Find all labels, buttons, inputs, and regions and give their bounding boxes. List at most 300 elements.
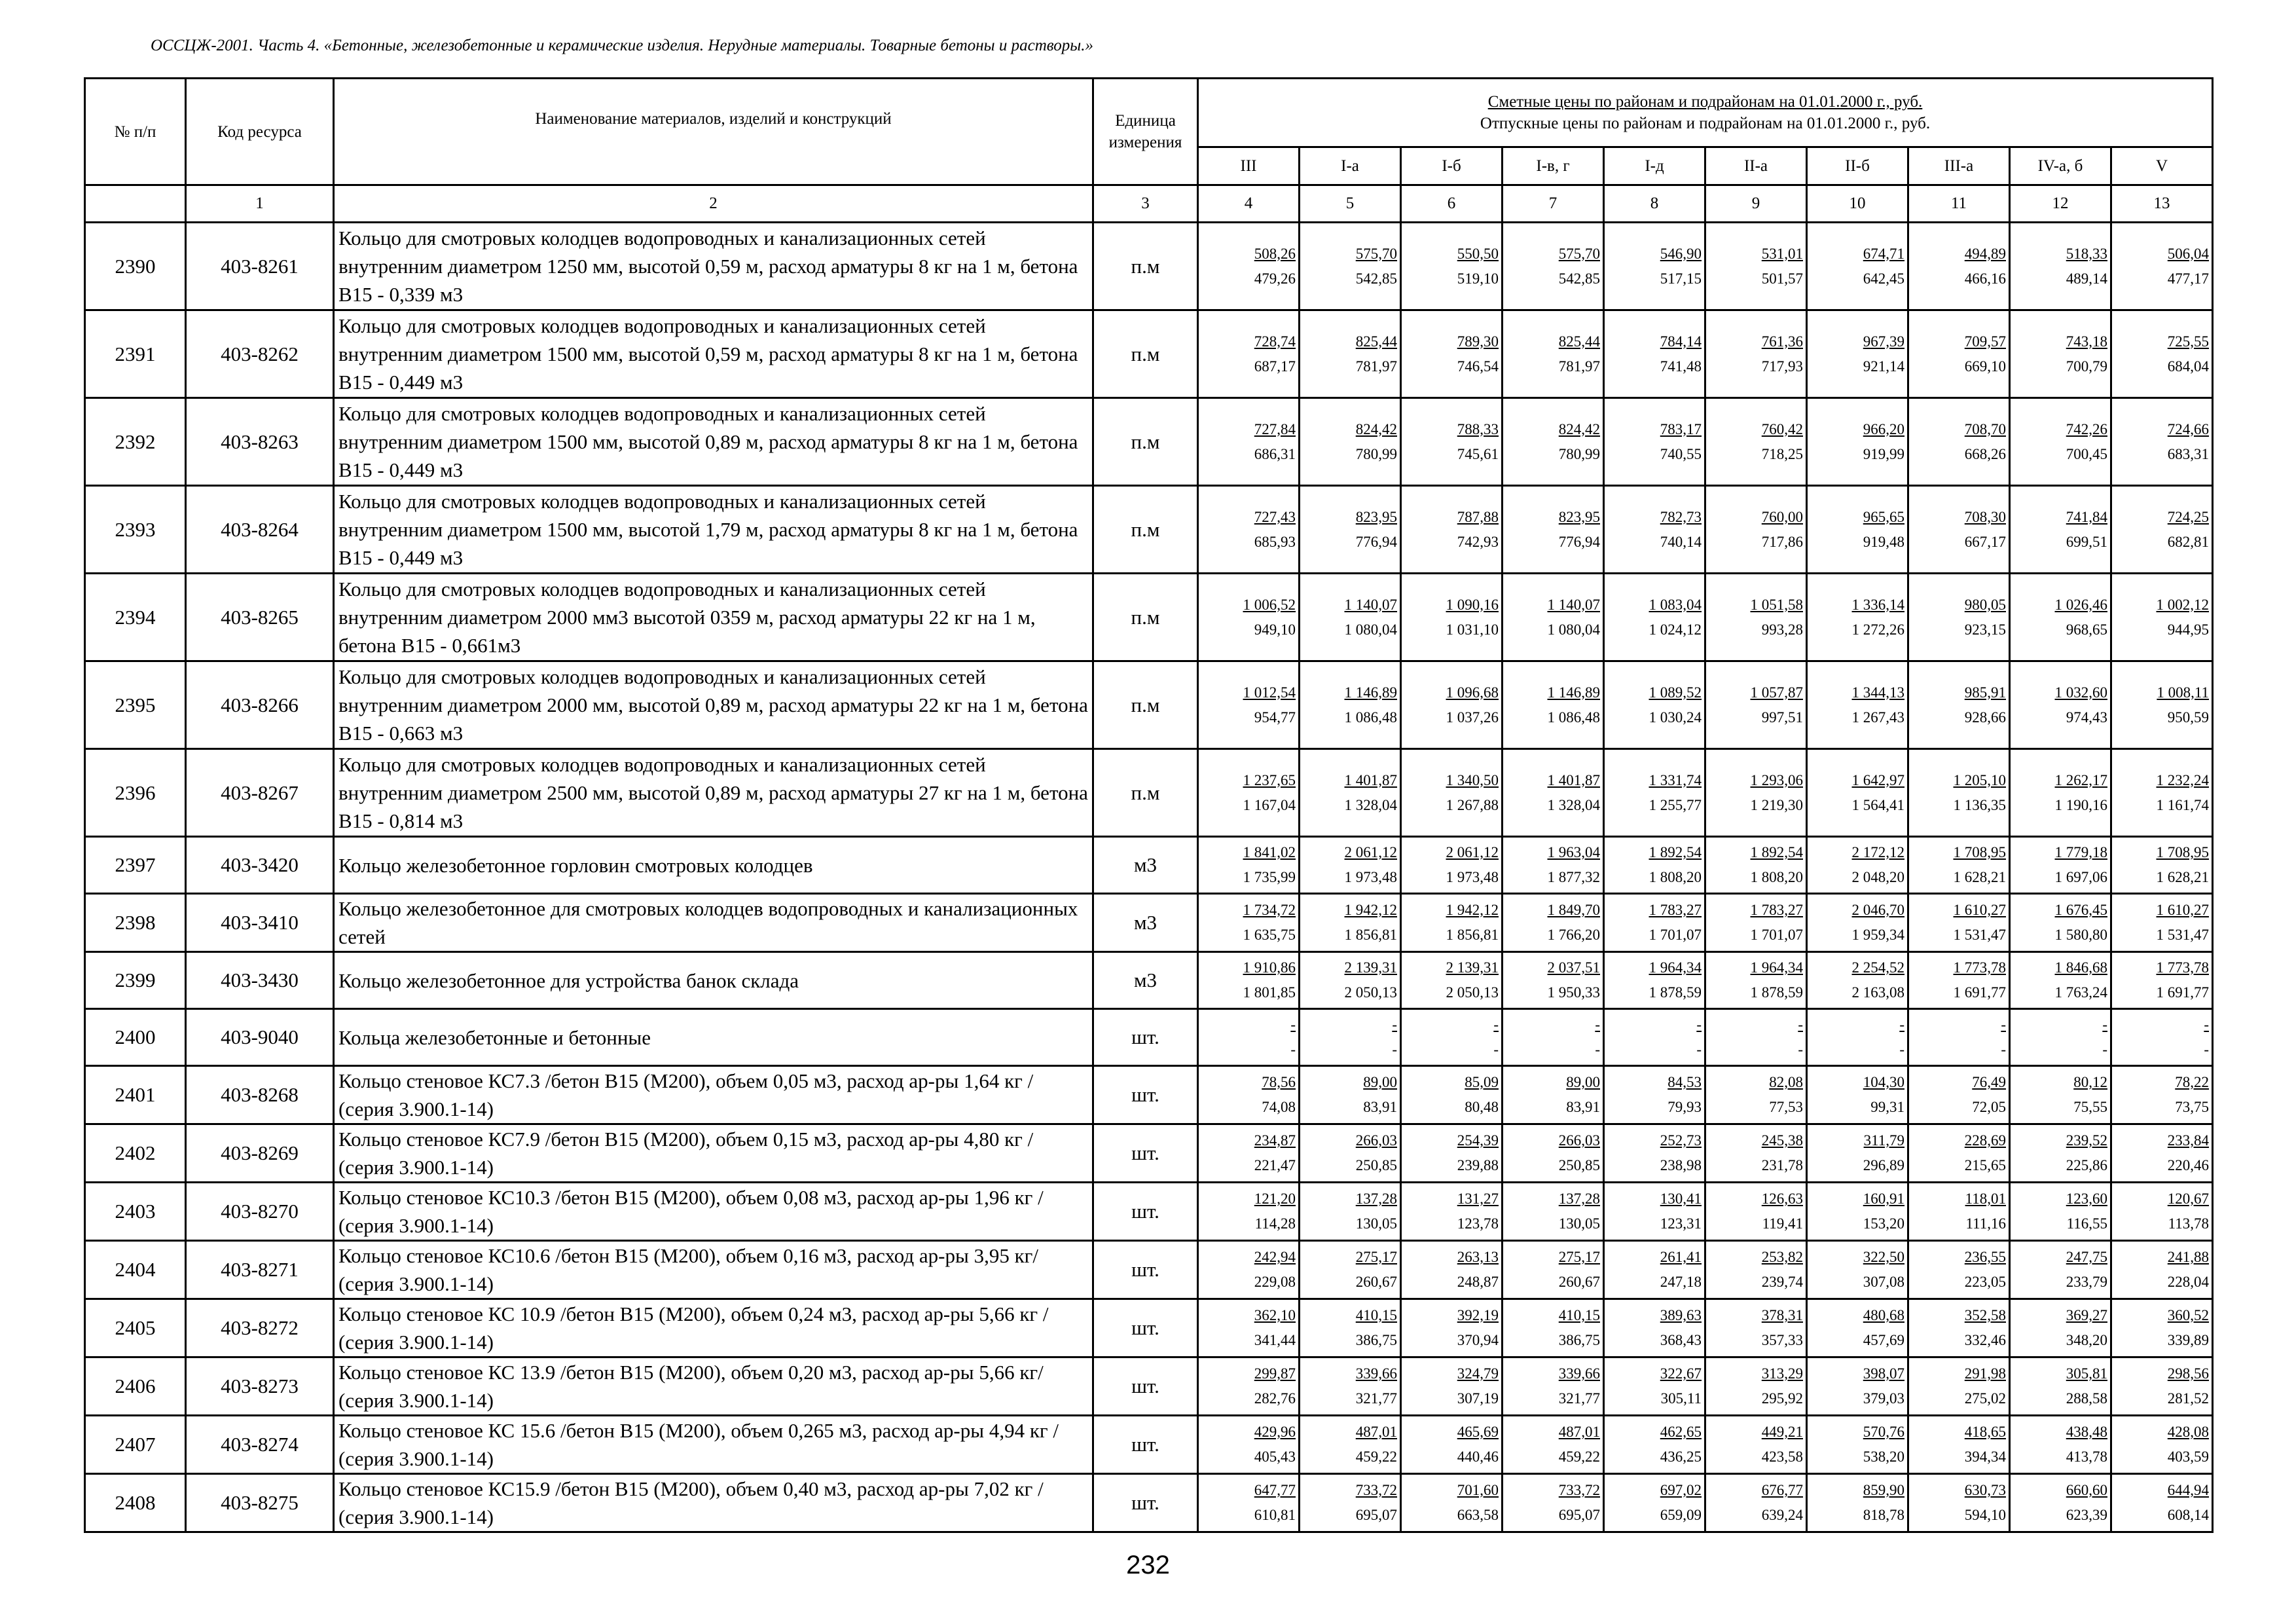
resource-code: 403-8262 (186, 310, 334, 398)
price-cell (1604, 661, 1705, 749)
release-price: 781,97 (1355, 358, 1397, 375)
release-price: 1 580,80 (2054, 927, 2107, 943)
estimated-price: 378,31 (1761, 1307, 1803, 1323)
release-price: 740,55 (1660, 445, 1702, 462)
release-price: 1 161,74 (2156, 796, 2210, 813)
estimated-price: 708,30 (1964, 508, 2006, 525)
estimated-price: - (2001, 1016, 2006, 1033)
price-cell (1604, 1124, 1705, 1183)
unit: п.м (1093, 749, 1198, 837)
release-price: 288,58 (2066, 1390, 2107, 1407)
release-price: 501,57 (1761, 270, 1803, 287)
price-cell (1908, 574, 2010, 661)
price-cell (1503, 952, 1604, 1009)
estimated-price: 724,66 (2167, 420, 2210, 437)
release-price: 1 564,41 (1851, 796, 1904, 813)
release-price: 123,78 (1457, 1215, 1499, 1232)
release-price: - (2102, 1041, 2107, 1058)
release-price: 99,31 (1870, 1099, 1904, 1115)
price-cell (2111, 486, 2213, 574)
estimated-price: 487,01 (1558, 1424, 1600, 1440)
price-cell (1908, 1241, 2010, 1299)
release-price: 130,05 (1355, 1215, 1397, 1232)
release-price: 667,17 (1964, 533, 2006, 550)
estimated-price: 788,33 (1457, 420, 1499, 437)
estimated-price: 1 012,54 (1243, 684, 1296, 701)
release-price: 1 080,04 (1547, 621, 1600, 638)
release-price: 1 697,06 (2054, 869, 2107, 885)
release-price: 423,58 (1761, 1449, 1803, 1465)
estimated-price: 825,44 (1355, 333, 1397, 350)
estimated-price: 1 734,72 (1243, 902, 1296, 918)
estimated-price: 697,02 (1660, 1482, 1702, 1498)
release-price: 459,22 (1355, 1449, 1397, 1465)
row-number: 2408 (85, 1474, 186, 1532)
release-price: 223,05 (1964, 1274, 2006, 1290)
estimated-price: 1 708,95 (1953, 844, 2006, 860)
estimated-price: 660,60 (2066, 1482, 2107, 1498)
estimated-price: 1 344,13 (1851, 684, 1904, 701)
estimated-price: 362,10 (1254, 1307, 1296, 1323)
estimated-price: 487,01 (1355, 1424, 1397, 1440)
price-cell (1604, 574, 1705, 661)
release-price: 695,07 (1355, 1507, 1397, 1523)
header-num: № п/п (85, 79, 186, 185)
estimated-price: 1 140,07 (1547, 596, 1600, 613)
estimated-price: 789,30 (1457, 333, 1499, 350)
release-price: - (1493, 1041, 1499, 1058)
estimated-price: 1 773,78 (1953, 959, 2006, 976)
price-cell (1401, 574, 1503, 661)
estimated-price: 392,19 (1457, 1307, 1499, 1323)
estimated-price: 236,55 (1964, 1249, 2006, 1265)
resource-code: 403-3430 (186, 952, 334, 1009)
estimated-price: - (1696, 1016, 1702, 1033)
price-cell (2010, 1357, 2111, 1416)
release-price: 1 037,26 (1446, 709, 1499, 726)
estimated-price: 1 892,54 (1649, 844, 1702, 860)
estimated-price: 980,05 (1964, 596, 2006, 613)
release-price: 919,99 (1863, 445, 1904, 462)
material-name: Кольцо для смотровых колодцев водопроводных и канализационных сетей внутренним диаметром 2000 мм, высотой 0,89 м, расход арматуры 22 кг на 1 м, бетона В15 - 0,663 м3 (334, 661, 1093, 749)
estimated-price: 728,74 (1254, 333, 1296, 350)
release-price: 116,55 (2066, 1215, 2107, 1232)
estimated-price: 859,90 (1863, 1482, 1904, 1498)
release-price: 229,08 (1254, 1274, 1296, 1290)
resource-code: 403-3420 (186, 837, 334, 894)
estimated-price: 1 708,95 (2156, 844, 2210, 860)
estimated-price: 1 293,06 (1750, 771, 1803, 788)
price-cell (1807, 310, 1908, 398)
region-header: I-в, г (1503, 147, 1604, 185)
estimated-price: 676,77 (1761, 1482, 1803, 1498)
material-name: Кольцо для смотровых колодцев водопроводных и канализационных сетей внутренним диаметром 1500 мм, высотой 1,79 м, расход арматуры 8 кг на 1 м, бетона В15 - 0,449 м3 (334, 486, 1093, 574)
row-number: 2396 (85, 749, 186, 837)
price-cell (1604, 398, 1705, 486)
region-header: II-а (1705, 147, 1807, 185)
estimated-price: 1 942,12 (1344, 902, 1397, 918)
release-price: 700,45 (2066, 445, 2107, 462)
release-price: 685,93 (1254, 533, 1296, 550)
price-cell (1198, 1474, 1300, 1532)
region-header: V (2111, 147, 2213, 185)
resource-code: 403-8270 (186, 1183, 334, 1241)
release-price: - (1899, 1041, 1904, 1058)
price-cell (1705, 894, 1807, 952)
row-number: 2406 (85, 1357, 186, 1416)
estimated-price: 78,22 (2175, 1074, 2210, 1090)
release-price: 594,10 (1964, 1507, 2006, 1523)
release-price: 968,65 (2066, 621, 2107, 638)
price-cell (1908, 1416, 2010, 1474)
release-price: 1 628,21 (1953, 869, 2006, 885)
price-cell (1604, 310, 1705, 398)
release-price: 220,46 (2167, 1157, 2210, 1173)
material-name: Кольцо железобетонное горловин смотровых колодцев (334, 837, 1093, 894)
release-price: 238,98 (1660, 1157, 1702, 1173)
price-cell (1198, 223, 1300, 310)
estimated-price: 1 083,04 (1649, 596, 1702, 613)
release-price: 818,78 (1863, 1507, 1904, 1523)
price-cell (2111, 1124, 2213, 1183)
release-price: 639,24 (1761, 1507, 1803, 1523)
price-cell (1198, 837, 1300, 894)
estimated-price: 674,71 (1863, 245, 1904, 262)
estimated-price: 1 846,68 (2054, 959, 2107, 976)
page-number: 232 (1126, 1551, 1170, 1579)
estimated-price: 1 089,52 (1649, 684, 1702, 701)
release-price: 153,20 (1863, 1215, 1904, 1232)
estimated-price: 1 336,14 (1851, 596, 1904, 613)
estimated-price: 123,60 (2066, 1190, 2107, 1207)
release-price: 954,77 (1254, 709, 1296, 726)
release-price: 519,10 (1457, 270, 1499, 287)
estimated-price: 89,00 (1363, 1074, 1397, 1090)
estimated-price: 1 401,87 (1547, 771, 1600, 788)
column-number: 8 (1604, 185, 1705, 223)
price-cell (1401, 1183, 1503, 1241)
row-number: 2397 (85, 837, 186, 894)
material-name: Кольцо стеновое КС10.3 /бетон В15 (М200), объем 0,08 м3, расход ар-ры 1,96 кг / (серия 3.900.1-14) (334, 1183, 1093, 1241)
price-cell (1198, 1009, 1300, 1066)
price-cell (1198, 1241, 1300, 1299)
estimated-price: 782,73 (1660, 508, 1702, 525)
unit: шт. (1093, 1183, 1198, 1241)
estimated-price: 824,42 (1558, 420, 1600, 437)
resource-code: 403-8263 (186, 398, 334, 486)
release-price: 1 328,04 (1547, 796, 1600, 813)
estimated-price: 1 146,89 (1344, 684, 1397, 701)
release-price: 1 766,20 (1547, 927, 1600, 943)
price-cell (1705, 310, 1807, 398)
price-cell (1604, 1241, 1705, 1299)
release-price: 282,76 (1254, 1390, 1296, 1407)
release-price: 1 878,59 (1750, 984, 1803, 1001)
release-price: 781,97 (1558, 358, 1600, 375)
release-price: 119,41 (1762, 1215, 1803, 1232)
price-cell (1198, 894, 1300, 952)
price-cell (1401, 1009, 1503, 1066)
material-name: Кольцо стеновое КС7.9 /бетон В15 (М200), объем 0,15 м3, расход ар-ры 4,80 кг / (серия 3.900.1-14) (334, 1124, 1093, 1183)
price-cell (2010, 837, 2111, 894)
price-cell (1503, 486, 1604, 574)
estimated-price: 398,07 (1863, 1365, 1904, 1382)
price-cell (2111, 661, 2213, 749)
release-price: 745,61 (1457, 445, 1499, 462)
release-price: 221,47 (1254, 1157, 1296, 1173)
unit: м3 (1093, 837, 1198, 894)
release-price: 348,20 (2066, 1332, 2107, 1348)
estimated-price: 121,20 (1254, 1190, 1296, 1207)
estimated-price: 1 942,12 (1446, 902, 1499, 918)
release-price: 1 959,34 (1851, 927, 1904, 943)
estimated-price: 389,63 (1660, 1307, 1702, 1323)
column-number (85, 185, 186, 223)
release-price: 700,79 (2066, 358, 2107, 375)
price-cell (1300, 749, 1401, 837)
price-cell (1198, 661, 1300, 749)
price-cell (2111, 1357, 2213, 1416)
release-price: 113,78 (2168, 1215, 2210, 1232)
release-price: 1 878,59 (1649, 984, 1702, 1001)
table-row (85, 1183, 2213, 1241)
estimated-price: 1 096,68 (1446, 684, 1499, 701)
estimated-price: 324,79 (1457, 1365, 1499, 1382)
release-price: 717,93 (1761, 358, 1803, 375)
release-price: 780,99 (1355, 445, 1397, 462)
release-price: 668,26 (1964, 445, 2006, 462)
table-row (85, 952, 2213, 1009)
release-price: 1 190,16 (2054, 796, 2107, 813)
price-cell (1807, 1124, 1908, 1183)
release-price: 741,48 (1660, 358, 1702, 375)
release-price: 776,94 (1558, 533, 1600, 550)
release-price: 341,44 (1254, 1332, 1296, 1348)
release-price: 1 219,30 (1750, 796, 1803, 813)
release-price: 83,91 (1363, 1099, 1397, 1115)
estimated-price: 1 841,02 (1243, 844, 1296, 860)
price-cell (1503, 1183, 1604, 1241)
price-cell (1705, 1474, 1807, 1532)
row-number: 2391 (85, 310, 186, 398)
estimated-price: 1 051,58 (1750, 596, 1803, 613)
price-cell (1604, 1474, 1705, 1532)
release-price: 250,85 (1355, 1157, 1397, 1173)
price-cell (1604, 223, 1705, 310)
unit: шт. (1093, 1066, 1198, 1124)
estimated-price: 241,88 (2167, 1249, 2210, 1265)
release-price: 1 701,07 (1649, 927, 1702, 943)
price-cell (1300, 310, 1401, 398)
resource-code: 403-8274 (186, 1416, 334, 1474)
release-price: 1 328,04 (1344, 796, 1397, 813)
price-cell (1705, 574, 1807, 661)
price-cell (1503, 1299, 1604, 1357)
resource-code: 403-8273 (186, 1357, 334, 1416)
column-number: 10 (1807, 185, 1908, 223)
table-row (85, 837, 2213, 894)
release-price: 1 167,04 (1243, 796, 1296, 813)
release-price: 538,20 (1863, 1449, 1904, 1465)
resource-code: 403-8265 (186, 574, 334, 661)
resource-code: 403-9040 (186, 1009, 334, 1066)
unit: шт. (1093, 1241, 1198, 1299)
release-price: 663,58 (1457, 1507, 1499, 1523)
material-name: Кольцо стеновое КС7.3 /бетон В15 (М200), объем 0,05 м3, расход ар-ры 1,64 кг / (серия 3.900.1-14) (334, 1066, 1093, 1124)
unit: п.м (1093, 398, 1198, 486)
estimated-price: 1 642,97 (1851, 771, 1904, 788)
table-row (85, 1124, 2213, 1183)
release-price: 610,81 (1254, 1507, 1296, 1523)
release-price: 281,52 (2167, 1390, 2210, 1407)
release-price: 1 877,32 (1547, 869, 1600, 885)
release-price: 686,31 (1254, 445, 1296, 462)
release-price: 669,10 (1964, 358, 2006, 375)
release-price: 1 950,33 (1547, 984, 1600, 1001)
release-price: 682,81 (2167, 533, 2210, 550)
row-number: 2400 (85, 1009, 186, 1066)
price-cell (1401, 749, 1503, 837)
unit: м3 (1093, 894, 1198, 952)
column-number: 13 (2111, 185, 2213, 223)
release-price: - (2204, 1041, 2210, 1058)
release-price: 275,02 (1964, 1390, 2006, 1407)
release-price: 974,43 (2066, 709, 2107, 726)
price-cell (2111, 1241, 2213, 1299)
estimated-price: 360,52 (2167, 1307, 2210, 1323)
resource-code: 403-8268 (186, 1066, 334, 1124)
row-number: 2390 (85, 223, 186, 310)
estimated-price: 80,12 (2073, 1074, 2107, 1090)
release-price: 74,08 (1262, 1099, 1296, 1115)
estimated-price: 741,84 (2066, 508, 2107, 525)
estimated-price: 291,98 (1964, 1365, 2006, 1382)
price-cell (2111, 837, 2213, 894)
release-price: 75,55 (2073, 1099, 2107, 1115)
release-price: - (2001, 1041, 2006, 1058)
material-name: Кольцо стеновое КС15.9 /бетон В15 (М200), объем 0,40 м3, расход ар-ры 7,02 кг / (серия 3.900.1-14) (334, 1474, 1093, 1532)
estimated-price: 760,42 (1761, 420, 1803, 437)
estimated-price: 261,41 (1660, 1249, 1702, 1265)
price-cell (2010, 749, 2111, 837)
estimated-price: 1 773,78 (2156, 959, 2210, 976)
price-cell (1604, 1357, 1705, 1416)
column-number: 11 (1908, 185, 2010, 223)
price-cell (2111, 749, 2213, 837)
release-price: 921,14 (1863, 358, 1904, 375)
table-row (85, 1357, 2213, 1416)
estimated-price: 299,87 (1254, 1365, 1296, 1382)
price-cell (1198, 1357, 1300, 1416)
table-row (85, 486, 2213, 574)
estimated-price: 725,55 (2167, 333, 2210, 350)
estimated-price: 701,60 (1457, 1482, 1499, 1498)
release-price: 1 086,48 (1344, 709, 1397, 726)
table-row (85, 574, 2213, 661)
release-price: 260,67 (1558, 1274, 1600, 1290)
price-cell (1300, 661, 1401, 749)
price-cell (1300, 1241, 1401, 1299)
estimated-price: 985,91 (1964, 684, 2006, 701)
release-price: 1 031,10 (1446, 621, 1499, 638)
table-row (85, 661, 2213, 749)
estimated-price: 733,72 (1355, 1482, 1397, 1498)
release-price: 746,54 (1457, 358, 1499, 375)
row-number: 2407 (85, 1416, 186, 1474)
price-cell (1908, 1066, 2010, 1124)
unit: п.м (1093, 574, 1198, 661)
estimated-price: 1 032,60 (2054, 684, 2107, 701)
table-row (85, 1009, 2213, 1066)
row-number: 2399 (85, 952, 186, 1009)
price-cell (1198, 1124, 1300, 1183)
region-header: III (1198, 147, 1300, 185)
release-price: 1 080,04 (1344, 621, 1397, 638)
release-price: 659,09 (1660, 1507, 1702, 1523)
release-price: 394,34 (1964, 1449, 2006, 1465)
release-price: 742,93 (1457, 533, 1499, 550)
prices-title: Сметные цены по районам и подрайонам на 01.01.2000 г., руб. (1487, 92, 1923, 111)
release-price: 2 050,13 (1344, 984, 1397, 1001)
price-cell (1198, 749, 1300, 837)
estimated-price: 824,42 (1355, 420, 1397, 437)
estimated-price: 352,58 (1964, 1307, 2006, 1323)
release-price: 695,07 (1558, 1507, 1600, 1523)
estimated-price: 313,29 (1761, 1365, 1803, 1382)
release-price: 1 691,77 (2156, 984, 2210, 1001)
release-price: 944,95 (2167, 621, 2210, 638)
unit: шт. (1093, 1474, 1198, 1532)
price-cell (1401, 223, 1503, 310)
price-cell (2111, 894, 2213, 952)
estimated-price: 965,65 (1863, 508, 1904, 525)
release-price: 77,53 (1769, 1099, 1803, 1115)
estimated-price: 78,56 (1262, 1074, 1296, 1090)
row-number: 2401 (85, 1066, 186, 1124)
estimated-price: 742,26 (2066, 420, 2107, 437)
release-price: 305,11 (1660, 1390, 1702, 1407)
estimated-price: 727,84 (1254, 420, 1296, 437)
price-cell (1401, 1241, 1503, 1299)
price-cell (2010, 574, 2111, 661)
price-cell (1908, 894, 2010, 952)
price-cell (1604, 837, 1705, 894)
estimated-price: 311,79 (1863, 1132, 1904, 1149)
region-header: II-б (1807, 147, 1908, 185)
release-price: 1 973,48 (1446, 869, 1499, 885)
estimated-price: 575,70 (1558, 245, 1600, 262)
release-price: 699,51 (2066, 533, 2107, 550)
release-price: 1 701,07 (1750, 927, 1803, 943)
price-cell (2010, 1124, 2111, 1183)
estimated-price: 428,08 (2167, 1424, 2210, 1440)
price-cell (1604, 1066, 1705, 1124)
price-cell (1705, 837, 1807, 894)
estimated-price: 137,28 (1355, 1190, 1397, 1207)
material-name: Кольцо стеновое КС 10.9 /бетон В15 (М200), объем 0,24 м3, расход ар-ры 5,66 кг / (серия 3.900.1-14) (334, 1299, 1093, 1357)
estimated-price: 966,20 (1863, 420, 1904, 437)
row-number: 2404 (85, 1241, 186, 1299)
estimated-price: - (1595, 1016, 1600, 1033)
release-price: 780,99 (1558, 445, 1600, 462)
price-cell (1908, 661, 2010, 749)
estimated-price: 1 964,34 (1649, 959, 1702, 976)
release-price: 1 531,47 (1953, 927, 2006, 943)
resource-code: 403-8266 (186, 661, 334, 749)
price-cell (1705, 749, 1807, 837)
release-price: 1 024,12 (1649, 621, 1702, 638)
price-cell (1198, 310, 1300, 398)
